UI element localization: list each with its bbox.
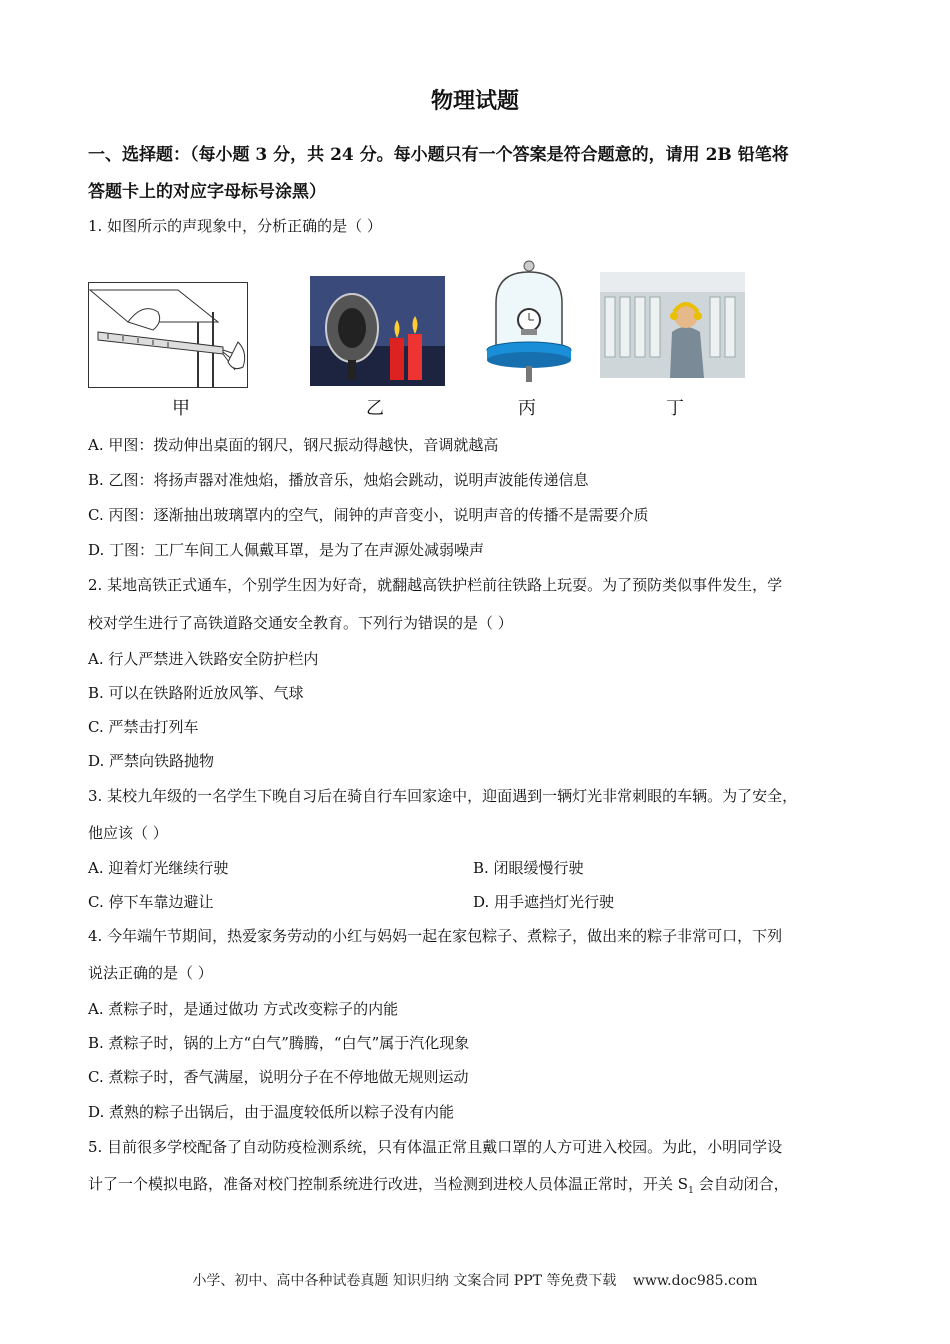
figure-jia-ruler — [88, 282, 248, 388]
q1-option-c: C. 丙图：逐渐抽出玻璃罩内的空气，闹钟的声音变小，说明声音的传播不是需要介质 — [88, 506, 649, 524]
q4-stem-line2: 说法正确的是（ ） — [88, 964, 213, 982]
page-footer — [0, 1270, 950, 1290]
figure-bing-belljar — [484, 258, 574, 388]
q3-stem-line1: 3. 某校九年级的一名学生下晚自习后在骑自行车回家途中，迎面遇到一辆灯光非常刺眼的车辆。为了安全， — [88, 787, 798, 805]
section-heading-line2: 答题卡上的对应字母标号涂黑） — [88, 182, 326, 202]
figure-ding-factory — [600, 272, 745, 378]
caption-ding: 丁 — [666, 398, 684, 419]
q5-stem-line2-tail: 会自动闭合， — [693, 1175, 789, 1193]
q5-stem-line2-text: 计了一个模拟电路，准备对校门控制系统进行改进，当检测到进校人员体温正常时，开关 S — [88, 1175, 689, 1193]
q4-stem-line1: 4. 今年端午节期间，热爱家务劳动的小红与妈妈一起在家包粽子、煮粽子，做出来的粽子非常可口，下列 — [88, 927, 783, 945]
q1-option-a: A. 甲图：拨动伸出桌面的钢尺，钢尺振动得越快，音调就越高 — [88, 436, 499, 454]
q3-option-a: A. 迎着灯光继续行驶 — [88, 859, 229, 877]
figure-yi-speaker — [310, 276, 445, 386]
q2-option-a: A. 行人严禁进入铁路安全防护栏内 — [88, 650, 319, 668]
q2-option-b: B. 可以在铁路附近放风筝、气球 — [88, 684, 304, 702]
caption-yi: 乙 — [366, 398, 384, 419]
q3-option-c: C. 停下车靠边避让 — [88, 893, 214, 911]
caption-bing: 丙 — [518, 398, 536, 419]
q3-option-d: D. 用手遮挡灯光行驶 — [473, 893, 615, 911]
q2-stem-line1: 2. 某地高铁正式通车，个别学生因为好奇，就翻越高铁护栏前往铁路上玩耍。为了预防类似事件发生，学 — [88, 576, 783, 594]
footer-url[interactable]: www.doc985.com — [632, 1273, 758, 1289]
q5-subscript: 1 — [688, 1186, 694, 1196]
footer-text: 小学、初中、高中各种试卷真题 知识归纳 文案合同 PPT 等免费下载 — [192, 1273, 617, 1289]
caption-jia: 甲 — [172, 398, 190, 419]
q3-option-b: B. 闭眼缓慢行驶 — [473, 859, 584, 877]
q2-stem-line2: 校对学生进行了高铁道路交通安全教育。下列行为错误的是（ ） — [88, 614, 513, 632]
q3-stem-line2: 他应该（ ） — [88, 824, 168, 842]
q4-option-d: D. 煮熟的粽子出锅后，由于温度较低所以粽子没有内能 — [88, 1103, 455, 1121]
q1-option-d: D. 丁图：工厂车间工人佩戴耳罩，是为了在声源处减弱噪声 — [88, 541, 485, 559]
q2-option-c: C. 严禁击打列车 — [88, 718, 199, 736]
q1-option-b: B. 乙图：将扬声器对准烛焰，播放音乐，烛焰会跳动，说明声波能传递信息 — [88, 471, 589, 489]
q5-stem-line2 — [88, 1173, 789, 1196]
q2-option-d: D. 严禁向铁路抛物 — [88, 752, 215, 770]
section-heading-line1: 一、选择题：（每小题 3 分，共 24 分。每小题只有一个答案是符合题意的，请用 2B 铅笔将 — [88, 145, 789, 165]
q1-stem: 1. 如图所示的声现象中，分析正确的是（ ） — [88, 217, 382, 235]
q4-option-c: C. 煮粽子时，香气满屋，说明分子在不停地做无规则运动 — [88, 1068, 469, 1086]
q5-stem-line1: 5. 目前很多学校配备了自动防疫检测系统，只有体温正常且戴口罩的人方可进入校园。为此，小明同学设 — [88, 1138, 783, 1156]
page-title: 物理试题 — [430, 88, 519, 114]
q4-option-a: A. 煮粽子时，是通过做功 方式改变粽子的内能 — [88, 1000, 399, 1018]
q4-option-b: B. 煮粽子时，锅的上方“白气”腾腾，“白气”属于汽化现象 — [88, 1034, 470, 1052]
